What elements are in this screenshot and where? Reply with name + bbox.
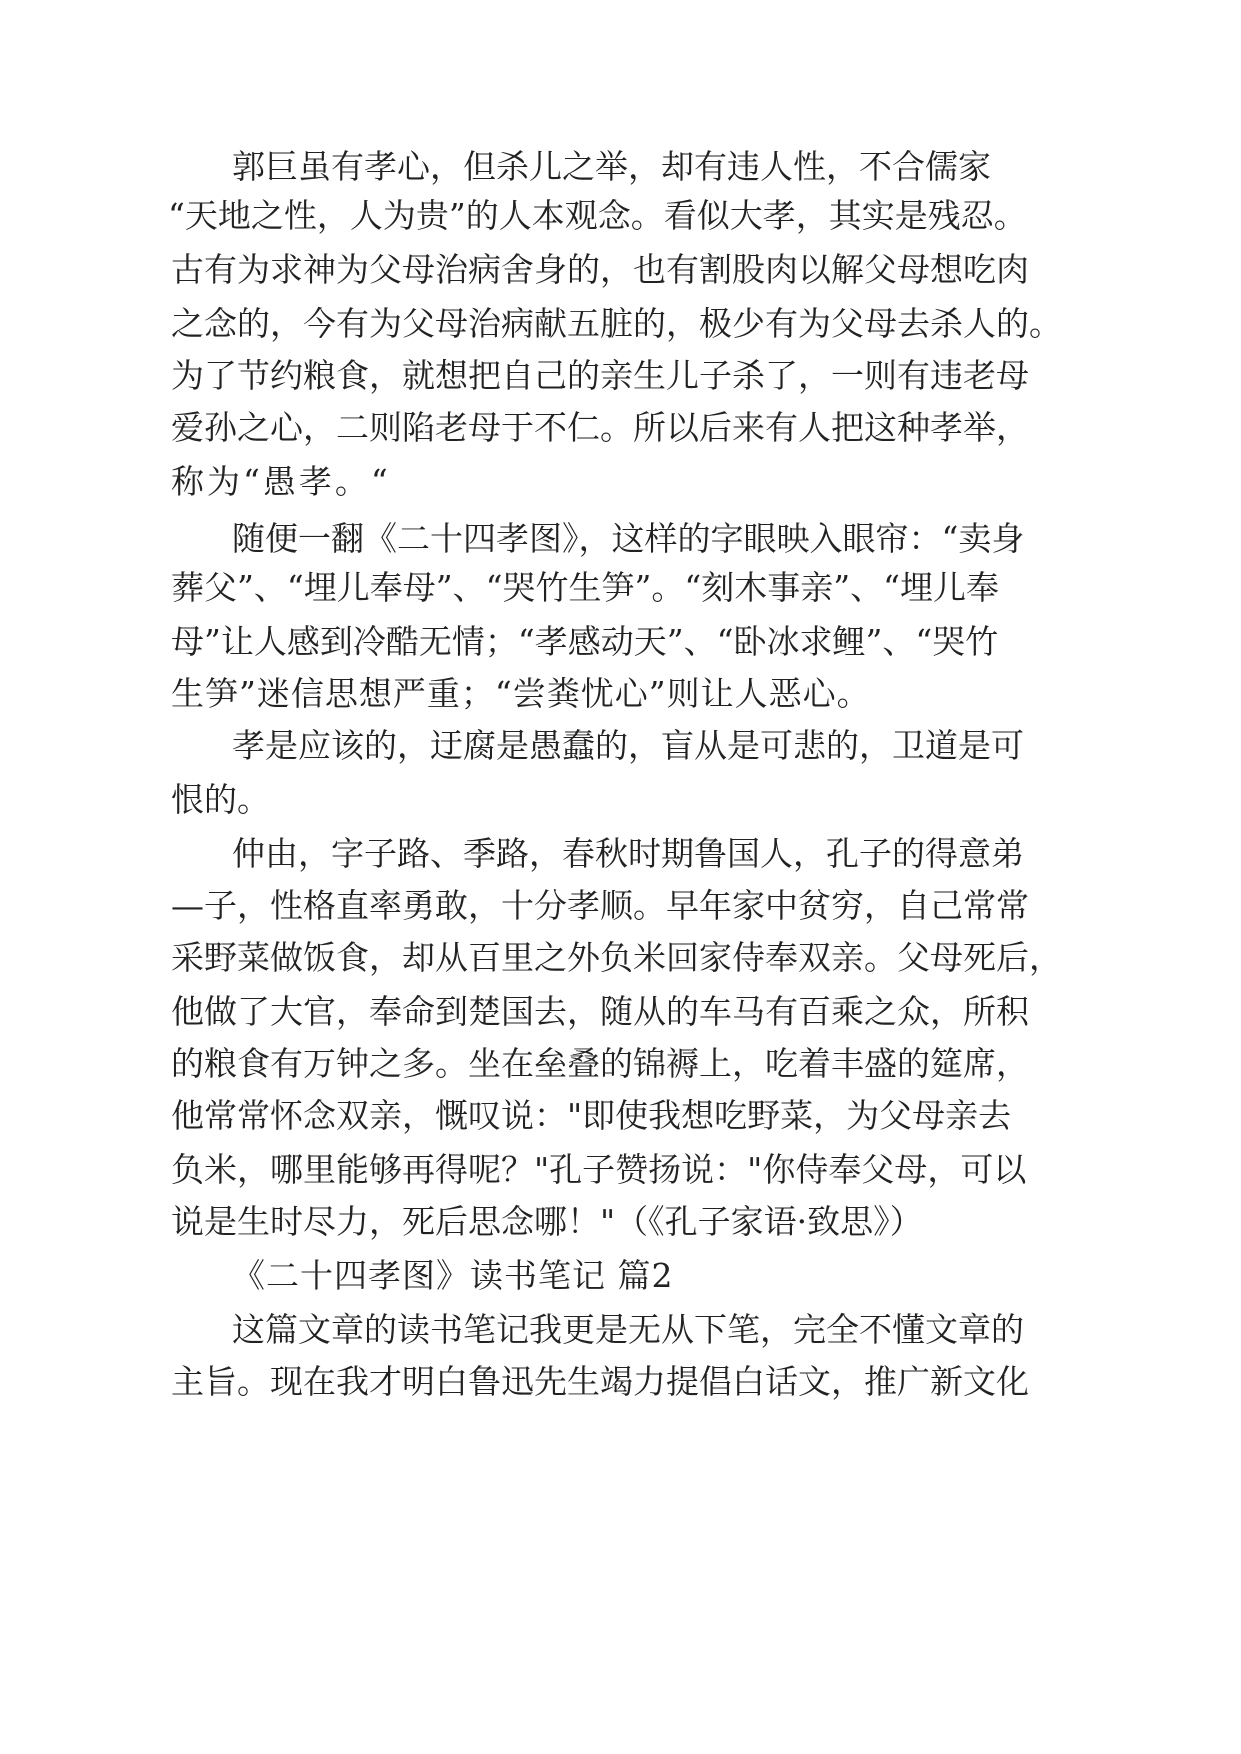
text-line: 的粮食有万钟之多。坐在垒叠的锦褥上，吃着丰盛的筵席， <box>171 1044 1029 1083</box>
text-line: 这篇文章的读书笔记我更是无从下笔，完全不懂文章的 <box>232 1310 1024 1349</box>
text-line: 之念的，今有为父母治病献五脏的，极少有为父母去杀人的。 <box>171 304 1062 343</box>
text-line: 为了节约粮食，就想把自己的亲生儿子杀了，一则有违老母 <box>171 356 1029 395</box>
text-line: 负米，哪里能够再得呢？"孔子赞扬说："你侍奉父母，可以 <box>171 1150 1027 1189</box>
text-line: 葬父”、“埋儿奉母”、“哭竹生笋”。“刻木事亲”、“埋儿奉 <box>171 568 999 607</box>
text-line: 古有为求神为父母治病舍身的，也有割股肉以解父母想吃肉 <box>171 250 1029 289</box>
text-line: 郭巨虽有孝心，但杀儿之举，却有违人性，不合儒家 <box>232 147 991 186</box>
text-line: 恨的。 <box>171 780 270 819</box>
text-line: 孝是应该的，迂腐是愚蠢的，盲从是可悲的，卫道是可 <box>232 726 1024 765</box>
text-line: 他常常怀念双亲，慨叹说："即使我想吃野菜，为父母亲去 <box>171 1096 1012 1135</box>
text-line: 称为“愚孝。“ <box>171 462 391 501</box>
text-line: 爱孙之心，二则陷老母于不仁。所以后来有人把这种孝举， <box>171 408 1029 447</box>
text-line: 仲由，字子路、季路，春秋时期鲁国人，孔子的得意弟 <box>232 834 1024 873</box>
text-line: 采野菜做饭食，却从百里之外负米回家侍奉双亲。父母死后， <box>171 938 1062 977</box>
text-line: 说是生时尽力，死后思念哪！"（《孔子家语·致思》） <box>171 1202 923 1241</box>
text-line: —子，性格直率勇敢，十分孝顺。早年家中贫穷，自己常常 <box>171 886 1029 925</box>
text-line: 他做了大官，奉命到楚国去，随从的车马有百乘之众，所积 <box>171 992 1029 1031</box>
text-line: 生笋”迷信思想严重；“尝粪忧心”则让人恶心。 <box>171 674 871 713</box>
text-line: “天地之性，人为贵”的人本观念。看似大孝，其实是残忍。 <box>168 196 1027 235</box>
text-line: 随便一翻《二十四孝图》，这样的字眼映入眼帘：“卖身 <box>232 519 1025 558</box>
section-heading: 《二十四孝图》读书笔记 篇2 <box>232 1256 674 1295</box>
text-line: 母”让人感到冷酷无情；“孝感动天”、“卧冰求鲤”、“哭竹 <box>171 622 999 661</box>
text-line: 主旨。现在我才明白鲁迅先生竭力提倡白话文，推广新文化 <box>171 1362 1029 1401</box>
